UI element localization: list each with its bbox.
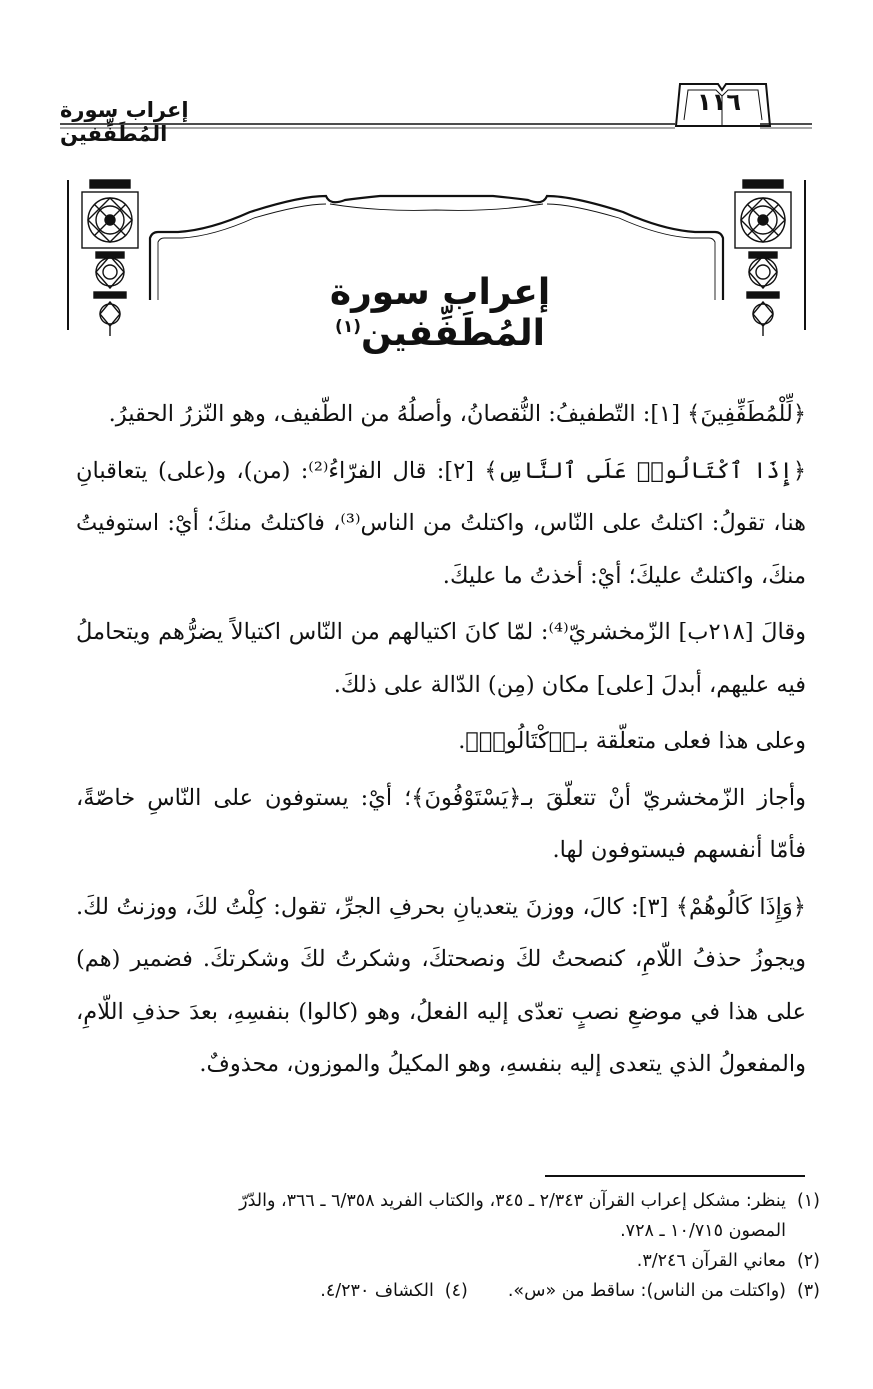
paragraph: ﴿وَإِذَا كَالُوهُمْ﴾ [٣]: كالَ، ووزنَ يتعديانِ بحرفِ الجرِّ، تقول: كِلْتُ لكَ، ووزنتُ لكَ. ويجوزُ حذفُ اللّامِ، كنصحتُ لكَ ونصحتكَ، وشكرتُ لكَ وشكرتكَ. فضمير (هم) على هذا في موضعِ نصبٍ تعدّى إليه الفعلُ، وهو (كالوا) بنفسِهِ، بعدَ حذفِ اللّامِ، والمفعولُ الذي يتعدى إليه بنفسهِ، وهو المكيلُ والموزون، محذوفٌ. <box>76 893 806 1077</box>
paragraph: وأجاز الزّمخشريّ أنْ تتعلّقَ بـ﴿يَسْتَوْفُونَ﴾؛ أيْ: يستوفون على النّاسِ خاصّةً، فأمّا أنفسهم فيستوفون لها. <box>76 784 806 863</box>
chapter-title-text: إعراب سورة المُطَفِّفين <box>329 272 551 354</box>
footnote <box>40 1186 820 1216</box>
footnote-number: (٤) <box>444 1281 468 1301</box>
body-text <box>76 388 806 1091</box>
footnote-text: ينظر: مشكل إعراب القرآن ٢/٣٤٣ ـ ٣٤٥، والكتاب الفريد ٦/٣٥٨ ـ ٣٦٦، والدّرّ <box>239 1191 786 1211</box>
paragraph: وعلى هذا فعلى متعلّقة بـ﴿ٱكْتَالُوا۟﴾. <box>458 728 806 754</box>
footnote-number: (٢) <box>796 1251 820 1271</box>
footnote-number: (١) <box>796 1191 820 1211</box>
right-ornament-icon <box>735 180 791 336</box>
left-ornament-icon <box>82 180 138 336</box>
paragraph: وقالَ [٢١٨ب] الزّمخشريّ⁽⁴⁾: لمّا كانَ اكتيالهم من النّاس اكتيالاً يضرُّهم ويتحاملُ فيه عليهم، أبدلَ [على] مكان (مِن) الدّالة على ذلكَ. <box>76 619 806 698</box>
footnote-number: (٣) <box>796 1281 820 1301</box>
footnote-text: (واكتلت من الناس): ساقط من «س». <box>507 1281 786 1301</box>
chapter-footnote-marker: (١) <box>335 317 361 337</box>
footnote-text: الكشاف ٤/٢٣٠. <box>320 1281 434 1301</box>
footnotes <box>40 1186 820 1306</box>
footnote-continuation: المصون ١٠/٧١٥ ـ ٧٢٨. <box>620 1221 786 1241</box>
footnote <box>40 1276 820 1306</box>
footnote <box>40 1246 820 1276</box>
paragraph: ﴿لِّلْمُطَفِّفِينَ﴾ [١]: التّطفيفُ: النُّقصانُ، وأصلُهُ من الطّفيف، وهو النّزرُ الحقيرُ. <box>108 401 806 427</box>
footnote-divider <box>545 1175 805 1177</box>
page-number: ١١٦ <box>697 88 741 116</box>
paragraph: ﴿إِذَا ٱكْتَالُوا۟ عَلَى ٱلنَّاسِ﴾ [٢]: قال الفرّاءُ⁽²⁾: (من)، و(على) يتعاقبانِ هنا، تقولُ: اكتلتُ على النّاس، واكتلتُ من الناس⁽³⁾، فاكتلتُ منكَ؛ أيْ: استوفيتُ منكَ، واكتلتُ عليكَ؛ أيْ: أخذتُ ما عليكَ. <box>76 457 806 589</box>
running-title: إعراب سورة المُطَفِّفين <box>60 98 189 146</box>
chapter-title <box>250 272 630 354</box>
footnote-text: معاني القرآن ٣/٢٤٦. <box>636 1251 786 1271</box>
